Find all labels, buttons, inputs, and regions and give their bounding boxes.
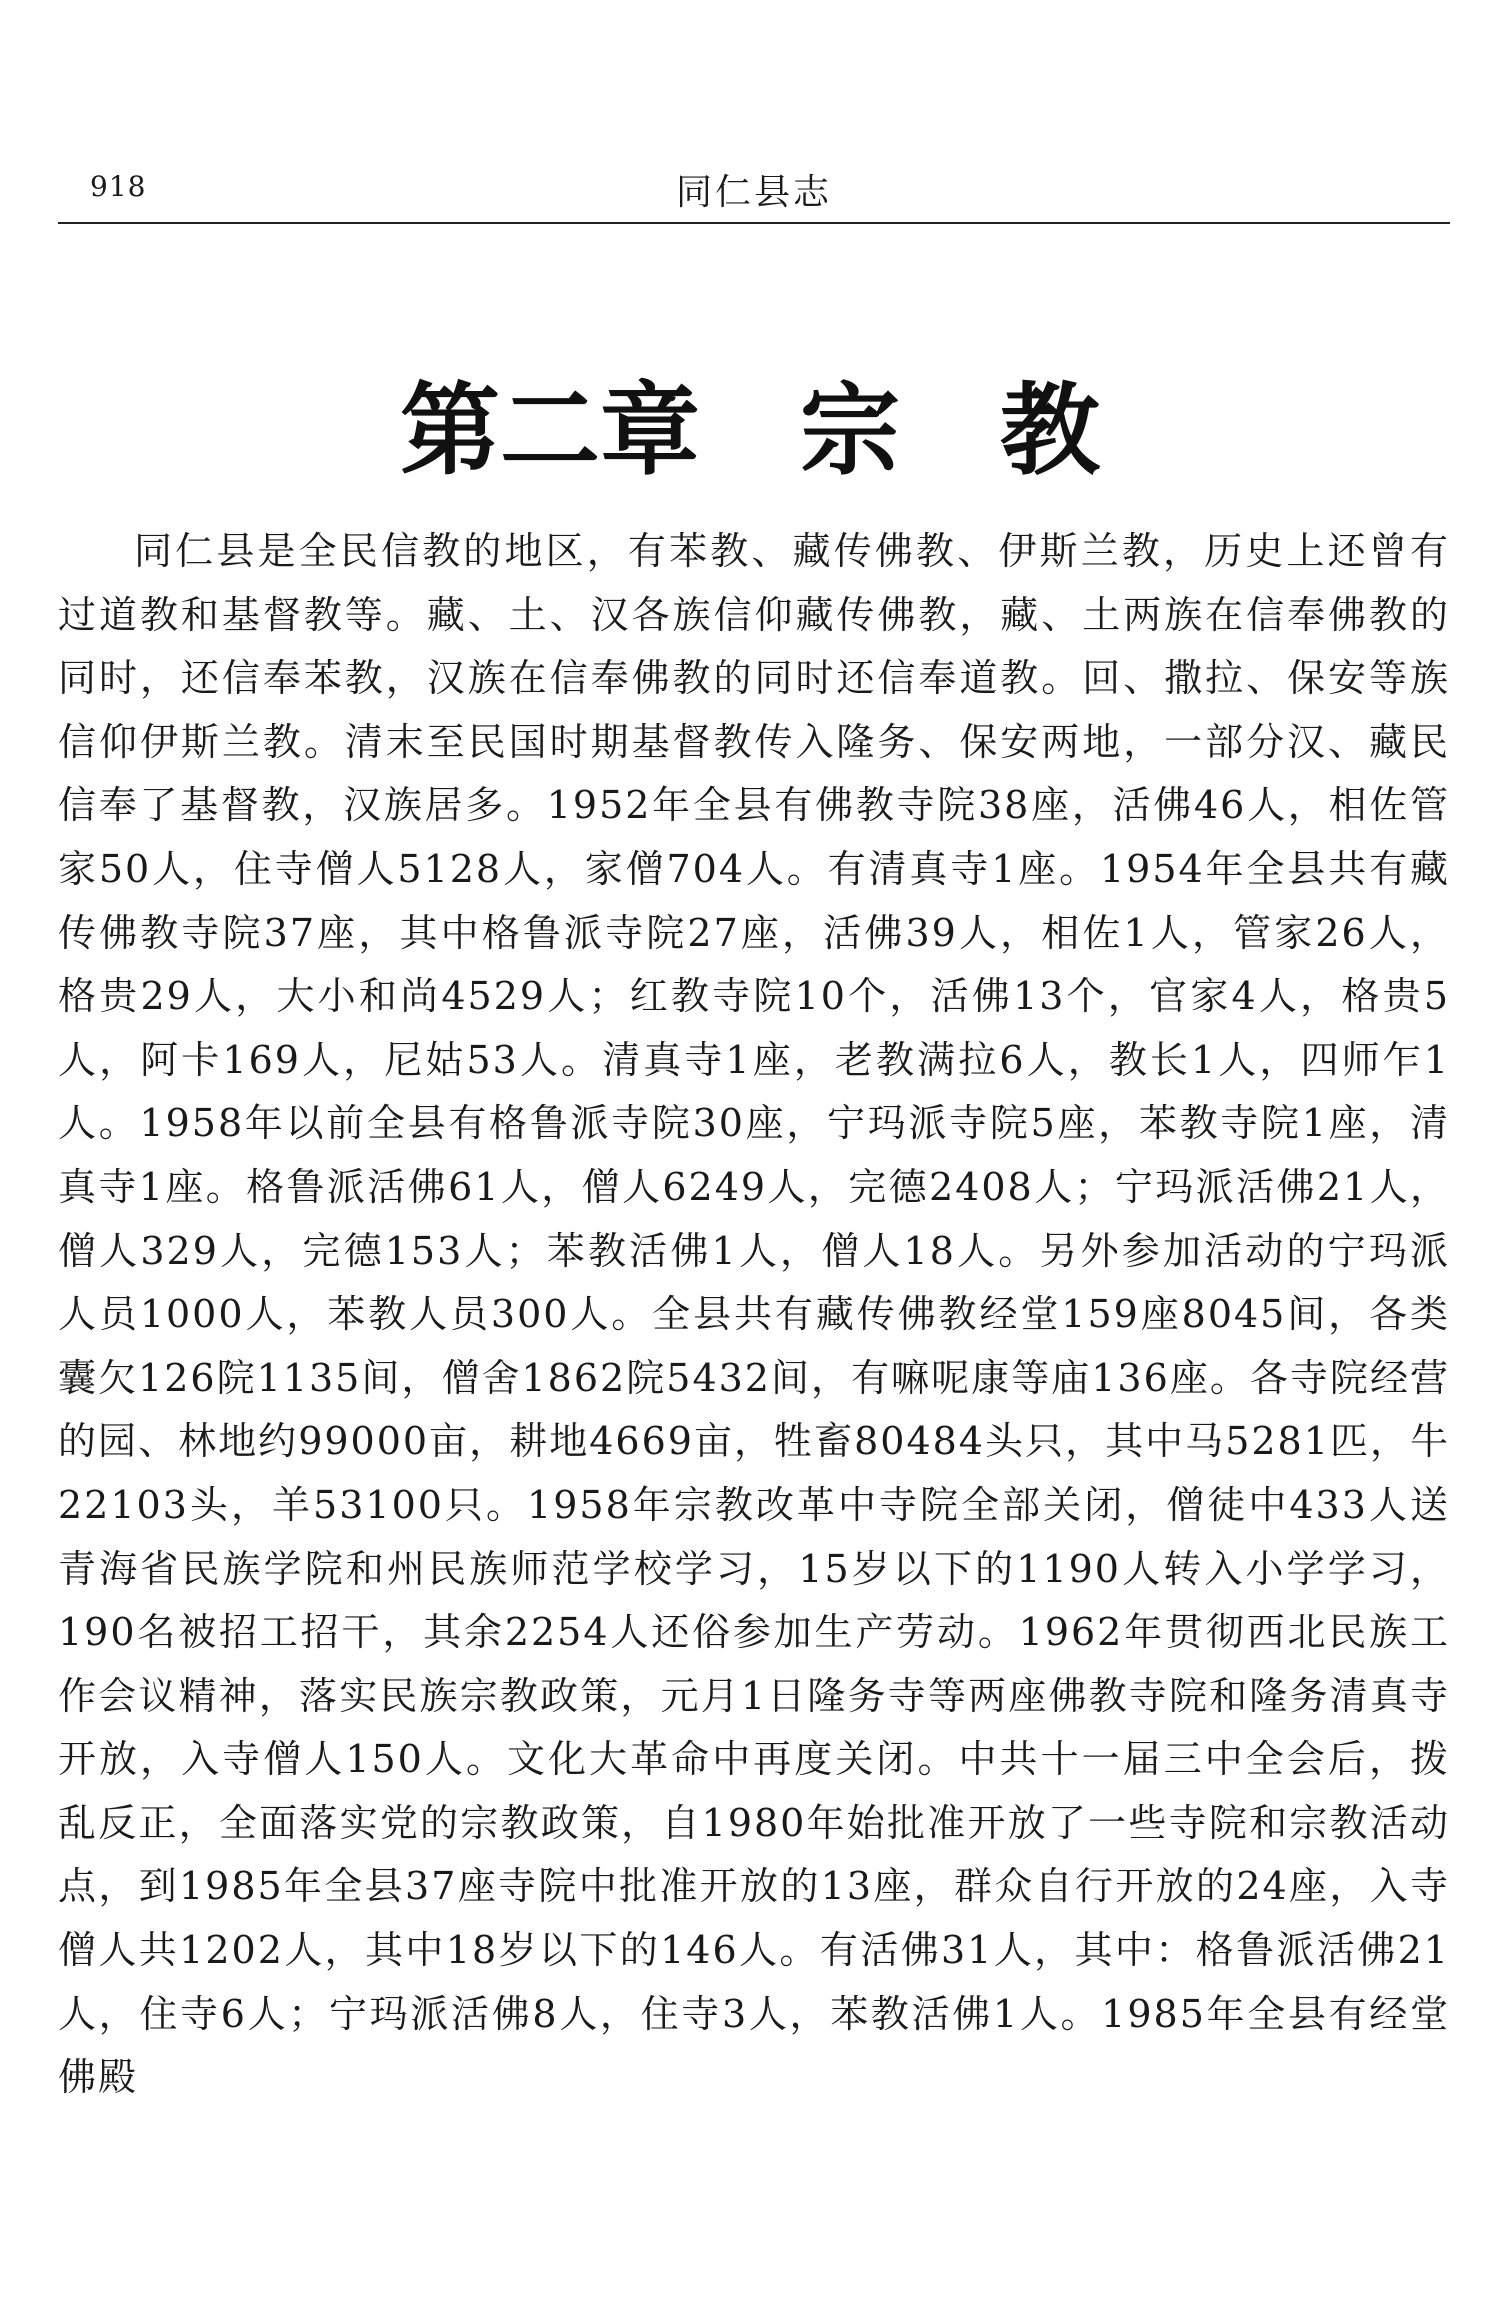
book-title: 同仁县志 [675,172,832,213]
chapter-title: 第二章 宗 教 [400,371,1100,489]
body-paragraph: 同仁县是全民信教的地区，有苯教、藏传佛教、伊斯兰教，历史上还曾有过道教和基督教等。藏、土、汉各族信仰藏传佛教，藏、土两族在信奉佛教的同时，还信奉苯教，汉族在信奉佛教的同时还信奉道教。回、撒拉、保安等族信仰伊斯兰教。清末至民国时期基督教传入隆务、保安两地，一部分汉、藏民信奉了基督教，汉族居多。1952年全县有佛教寺院38座，活佛46人，相佐管家50人，住寺僧人5128人，家僧704人。有清真寺1座。1954年全县共有藏传佛教寺院37座，其中格鲁派寺院27座，活佛39人，相佐1人，管家26人，格贵29人，大小和尚4529人；红教寺院10个，活佛13个，官家4人，格贵5人，阿卡169人，尼姑53人。清真寺1座，老教满拉6人，教长1人，四师乍1人。1958年以前全县有格鲁派寺院30座，宁玛派寺院5座，苯教寺院1座，清真寺1座。格鲁派活佛61人，僧人6249人，完德2408人；宁玛派活佛21人，僧人329人，完德153人；苯教活佛1人，僧人18人。另外参加活动的宁玛派人员1000人，苯教人员300人。全县共有藏传佛教经堂159座8045间，各类囊欠126院1135间，僧舍1862院5432间，有嘛呢康等庙136座。各寺院经营的园、林地约99000亩，耕地4669亩，牲畜80484头只，其中马5281匹，牛22103头，羊53100只。1958年宗教改革中寺院全部关闭，僧徒中433人送青海省民族学院和州民族师范学校学习，15岁以下的1190人转入小学学习，190名被招工招干，其余2254人还俗参加生产劳动。1962年贯彻西北民族工作会议精神，落实民族宗教政策，元月1日隆务寺等两座佛教寺院和隆务清真寺开放，入寺僧人150人。文化大革命中再度关闭。中共十一届三中全会后，拨乱反正，全面落实党的宗教政策，自1980年始批准开放了一些寺院和宗教活动点，到1985年全县37座寺院中批准开放的13座，群众自行开放的24座，入寺僧人共1202人，其中18岁以下的146人。有活佛31人，其中：格鲁派活佛21人，住寺6人；宁玛派活佛8人，住寺3人，苯教活佛1人。1985年全县有经堂佛殿 [58,529,1451,2100]
running-header [58,160,1450,220]
header-rule [58,222,1450,224]
page-number: 918 [90,170,147,203]
